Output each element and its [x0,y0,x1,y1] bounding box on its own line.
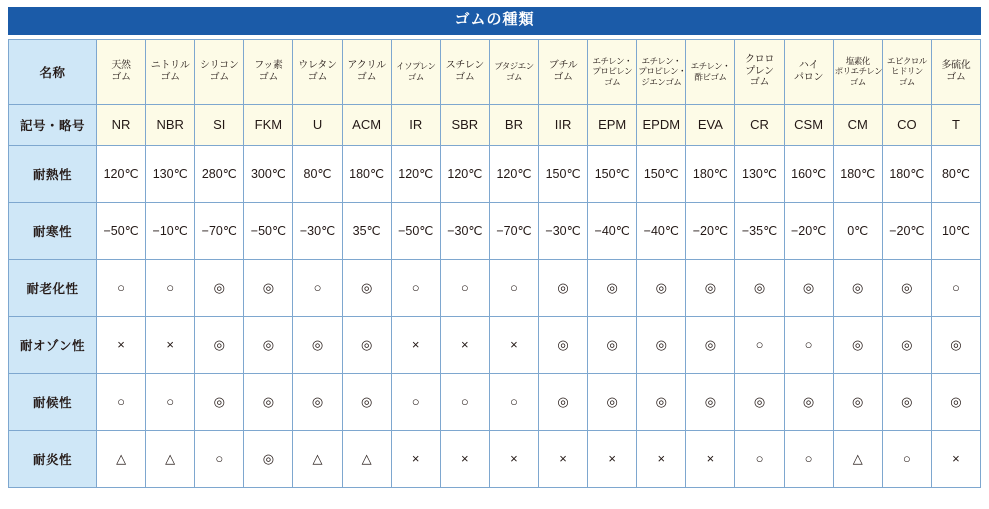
column-header [784,39,833,104]
table-cell: ◎ [539,373,588,430]
table-cell: 35℃ [342,202,391,259]
table-cell: ◎ [244,259,293,316]
table-cell: ○ [97,259,146,316]
column-name-line: シリコン [199,59,239,71]
abbr-cell: EPM [588,104,637,145]
column-name-line: ウレタン [298,59,337,71]
row-header-cold: 耐寒性 [9,202,97,259]
column-name-line: ゴム [553,71,573,83]
table-cell: −40℃ [588,202,637,259]
table-cell: 150℃ [588,145,637,202]
table-cell: ◎ [588,259,637,316]
row-header-weather: 耐候性 [9,373,97,430]
column-header [539,39,588,104]
abbr-cell: SI [195,104,244,145]
column-header [931,39,980,104]
column-name-line: ゴム [258,71,279,83]
table-cell: ○ [784,316,833,373]
column-name-line: ジエンゴム [641,76,682,87]
table-cell: △ [293,430,342,487]
table-cell: ◎ [882,373,931,430]
column-name-line: 塩素化 [845,56,870,67]
table-cell: 120℃ [440,145,489,202]
table-cell: 150℃ [637,145,686,202]
abbr-cell: CO [882,104,931,145]
column-name-line: ニトリル [150,59,190,71]
table-cell: ○ [735,430,784,487]
table-row [9,373,981,430]
column-name-line: エチレン・ [641,56,682,67]
table-cell: × [489,430,538,487]
column-name-line: ゴム [849,76,866,87]
table-cell: ◎ [293,316,342,373]
column-name-line: ヒドリン [890,66,923,77]
column-name-line: ブタジエン [494,61,534,72]
table-cell: ○ [882,430,931,487]
column-header [833,39,882,104]
column-header [588,39,637,104]
abbr-cell: EPDM [637,104,686,145]
abbr-cell: U [293,104,342,145]
table-cell: × [686,430,735,487]
column-name-line: プレン [745,65,774,77]
table-cell: 300℃ [244,145,293,202]
table-cell: ◎ [735,259,784,316]
column-header [489,39,538,104]
table-cell: ◎ [735,373,784,430]
page-title: ゴムの種類 [8,7,981,35]
table-cell: −50℃ [391,202,440,259]
table-cell: ○ [293,259,342,316]
table-cell: ◎ [833,373,882,430]
table-cell: × [588,430,637,487]
table-cell: 80℃ [293,145,342,202]
column-header [244,39,293,104]
abbr-cell: CSM [784,104,833,145]
column-name-line: 酢ビゴム [694,71,727,82]
table-cell: × [539,430,588,487]
table-cell: ○ [784,430,833,487]
column-name-line: プロピレン・ [638,66,686,77]
table-cell: ◎ [293,373,342,430]
table-cell: △ [146,430,195,487]
column-name-line: エピクロル [886,56,927,67]
table-cell: −70℃ [195,202,244,259]
table-cell: ◎ [342,373,391,430]
table-cell: × [97,316,146,373]
table-cell: △ [342,430,391,487]
column-name-line: エチレン・ [690,61,731,72]
table-cell: 130℃ [735,145,784,202]
column-name-line: プロピレン [592,66,633,77]
table-cell: × [637,430,686,487]
table-cell: 180℃ [882,145,931,202]
table-cell: ◎ [784,373,833,430]
column-header [440,39,489,104]
table-cell: −20℃ [686,202,735,259]
column-name-line: ゴム [749,77,770,89]
table-cell: 180℃ [342,145,391,202]
column-name-line: ゴム [209,71,229,83]
table-cell: × [931,430,980,487]
table-cell: ○ [931,259,980,316]
table-cell: ○ [440,373,489,430]
table-cell: ◎ [637,373,686,430]
table-cell: 280℃ [195,145,244,202]
table-row [9,316,981,373]
table-cell: ◎ [244,373,293,430]
abbr-cell: NBR [146,104,195,145]
table-cell: ◎ [784,259,833,316]
abbr-cell: ACM [342,104,391,145]
table-cell: 150℃ [539,145,588,202]
abbr-cell: CR [735,104,784,145]
column-header [735,39,784,104]
table-cell: 180℃ [833,145,882,202]
table-cell: ◎ [342,259,391,316]
table-cell: 120℃ [391,145,440,202]
column-name-line: ゴム [946,71,966,83]
column-header [637,39,686,104]
column-name-line: ハイ [798,59,819,71]
column-name-line: 天然 [111,59,131,71]
column-name-line: ゴム [111,71,131,83]
column-name-line: クロロ [744,53,775,65]
table-cell: −20℃ [882,202,931,259]
column-header [686,39,735,104]
table-cell: ◎ [833,316,882,373]
table-cell: × [440,430,489,487]
column-name-line: パロン [794,71,824,83]
table-cell: ◎ [686,259,735,316]
column-name-line: ゴム [505,71,522,82]
table-cell: ◎ [588,316,637,373]
abbr-cell: SBR [440,104,489,145]
table-cell: −50℃ [97,202,146,259]
table-row [9,430,981,487]
column-name-line: エチレン・ [592,56,632,67]
column-name-line: ゴム [604,76,621,87]
row-header-flame: 耐炎性 [9,430,97,487]
table-cell: ◎ [342,316,391,373]
abbr-cell: BR [489,104,538,145]
column-name-line: アクリル [347,59,386,71]
column-header [882,39,931,104]
table-cell: ○ [440,259,489,316]
abbr-cell: IR [391,104,440,145]
abbr-cell: T [931,104,980,145]
abbr-cell: CM [833,104,882,145]
row-header-name: 名称 [9,39,97,104]
table-cell: × [440,316,489,373]
rubber-types-table [8,39,981,488]
column-name-line: ゴム [356,71,377,83]
row-header-abbr: 記号・略号 [9,104,97,145]
table-cell: ○ [146,373,195,430]
column-name-line: フッ素 [254,59,283,71]
abbr-cell: FKM [244,104,293,145]
table-cell: 0℃ [833,202,882,259]
table-cell: ○ [489,259,538,316]
table-cell: × [391,430,440,487]
table-cell: ○ [146,259,195,316]
column-name-line: 多硫化 [941,59,971,71]
table-cell: −30℃ [293,202,342,259]
table-cell: −10℃ [146,202,195,259]
table-row-abbr [9,104,981,145]
table-cell: −35℃ [735,202,784,259]
table-cell: ◎ [882,316,931,373]
table-cell: ◎ [931,316,980,373]
table-cell: ○ [195,430,244,487]
table-cell: ◎ [195,259,244,316]
table-cell: ◎ [637,259,686,316]
column-header [342,39,391,104]
table-row [9,259,981,316]
table-cell: × [489,316,538,373]
table-row [9,145,981,202]
row-header-ozone: 耐オゾン性 [9,316,97,373]
row-header-aging: 耐老化性 [9,259,97,316]
table-cell: ◎ [833,259,882,316]
table-cell: −50℃ [244,202,293,259]
column-name-line: ブチル [548,59,578,71]
table-cell: 180℃ [686,145,735,202]
table-cell: −30℃ [440,202,489,259]
table-cell: −30℃ [539,202,588,259]
table-cell: × [146,316,195,373]
table-cell: −70℃ [489,202,538,259]
column-name-line: スチレン [445,59,484,71]
column-name-line: ゴム [307,71,328,83]
column-header [195,39,244,104]
column-name-line: ゴム [898,76,915,87]
table-cell: −40℃ [637,202,686,259]
column-name-line: ゴム [455,71,475,83]
table-cell: ◎ [539,259,588,316]
table-cell: ○ [391,259,440,316]
column-header [293,39,342,104]
table-cell: 120℃ [489,145,538,202]
table-cell: ◎ [588,373,637,430]
column-name-line: ポリエチレン [834,66,883,77]
table-cell: ◎ [637,316,686,373]
table-cell: 10℃ [931,202,980,259]
table-cell: 160℃ [784,145,833,202]
column-name-line: ゴム [160,71,180,83]
table-cell: 120℃ [97,145,146,202]
column-header [97,39,146,104]
table-cell: ◎ [244,430,293,487]
column-name-line: イソプレン [396,61,436,72]
abbr-cell: IIR [539,104,588,145]
table-cell: ◎ [244,316,293,373]
column-header [391,39,440,104]
table-cell: ○ [97,373,146,430]
table-cell: ○ [735,316,784,373]
abbr-cell: NR [97,104,146,145]
table-cell: △ [97,430,146,487]
table-cell: ○ [489,373,538,430]
table-cell: ◎ [686,316,735,373]
table-cell: △ [833,430,882,487]
table-cell: ○ [391,373,440,430]
table-cell: ◎ [195,373,244,430]
column-name-line: ゴム [407,71,424,82]
table-cell: ◎ [931,373,980,430]
table-row-name [9,39,981,104]
table-cell: ◎ [686,373,735,430]
table-cell: ◎ [195,316,244,373]
table-cell: ◎ [882,259,931,316]
table-cell: 80℃ [931,145,980,202]
table-row [9,202,981,259]
table-cell: ◎ [539,316,588,373]
row-header-heat: 耐熱性 [9,145,97,202]
table-cell: 130℃ [146,145,195,202]
abbr-cell: EVA [686,104,735,145]
table-cell: × [391,316,440,373]
table-cell: −20℃ [784,202,833,259]
column-header [146,39,195,104]
